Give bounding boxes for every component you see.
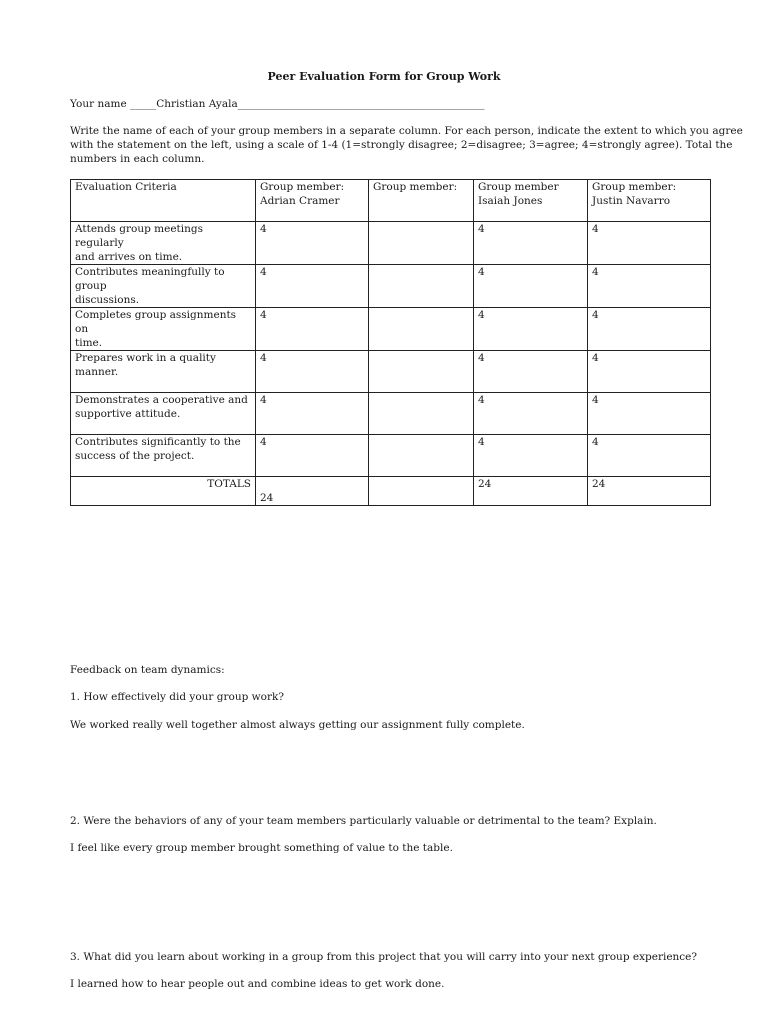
evaluation-table	[70, 179, 711, 506]
score-cell: 4	[256, 222, 369, 265]
instructions-line: Write the name of each of your group members in a separate column. For each person, indicate the extent to which you agree	[70, 125, 743, 137]
score-cell: 4	[474, 222, 588, 265]
table-row	[71, 308, 711, 351]
criterion-text: Prepares work in a quality	[75, 352, 216, 364]
answer-3: I learned how to hear people out and combine ideas to get work done.	[70, 978, 445, 990]
total-cell	[369, 477, 474, 506]
member-header-label: Group member:	[592, 181, 677, 193]
total-cell	[256, 477, 369, 506]
member-name: Isaiah Jones	[478, 195, 543, 207]
question-1: 1. How effectively did your group work?	[70, 691, 284, 703]
score-cell: 4	[256, 393, 369, 435]
instructions-line: numbers in each column.	[70, 153, 205, 165]
score-cell: 4	[474, 308, 588, 351]
criterion-text: Contributes significantly to the	[75, 436, 241, 448]
criterion-text: Contributes meaningfully to group	[75, 266, 225, 292]
question-3: 3. What did you learn about working in a group from this project that you will carry into your next group experience?	[70, 951, 698, 963]
total-cell: 24	[474, 477, 588, 506]
totals-row	[71, 477, 711, 506]
question-2: 2. Were the behaviors of any of your team members particularly valuable or detrimental to the team? Explain.	[70, 815, 657, 827]
criterion-cell	[71, 393, 256, 435]
criterion-text: manner.	[75, 366, 119, 378]
member-header-label: Group member:	[260, 181, 345, 193]
score-cell: 4	[588, 265, 711, 308]
member-header	[588, 180, 711, 222]
criterion-text: success of the project.	[75, 450, 195, 462]
criterion-text: and arrives on time.	[75, 251, 183, 263]
instructions-line: with the statement on the left, using a scale of 1-4 (1=strongly disagree; 2=disagree; 3=agree; 4=strongly agree). Total the	[70, 139, 733, 151]
score-cell	[369, 393, 474, 435]
member-header-label: Group member	[478, 181, 559, 193]
score-cell: 4	[256, 351, 369, 393]
table-row	[71, 265, 711, 308]
score-cell: 4	[256, 308, 369, 351]
table-header-row	[71, 180, 711, 222]
your-name-line: Your name _____Christian Ayala_______________________________________________	[70, 98, 485, 110]
score-cell: 4	[588, 351, 711, 393]
criteria-header: Evaluation Criteria	[71, 180, 256, 222]
score-cell	[369, 351, 474, 393]
score-cell	[369, 222, 474, 265]
table-row	[71, 393, 711, 435]
criterion-cell	[71, 308, 256, 351]
member-header	[369, 180, 474, 222]
criterion-cell	[71, 435, 256, 477]
score-cell: 4	[256, 265, 369, 308]
page-title: Peer Evaluation Form for Group Work	[267, 70, 501, 83]
member-header	[256, 180, 369, 222]
totals-label: TOTALS	[71, 477, 256, 506]
criterion-text: time.	[75, 337, 103, 349]
member-name: Adrian Cramer	[260, 195, 340, 207]
criterion-text: Completes group assignments on	[75, 309, 237, 335]
score-cell	[369, 308, 474, 351]
score-cell: 4	[588, 393, 711, 435]
score-cell: 4	[588, 222, 711, 265]
total-cell: 24	[588, 477, 711, 506]
answer-1: We worked really well together almost always getting our assignment fully complete.	[70, 719, 525, 731]
score-cell: 4	[474, 351, 588, 393]
member-header	[474, 180, 588, 222]
table-row	[71, 435, 711, 477]
criterion-cell	[71, 265, 256, 308]
criterion-text: supportive attitude.	[75, 408, 181, 420]
score-cell	[369, 265, 474, 308]
criterion-text: discussions.	[75, 294, 140, 306]
total-value: 24	[260, 492, 274, 504]
table-row	[71, 222, 711, 265]
table-row	[71, 351, 711, 393]
score-cell: 4	[474, 393, 588, 435]
score-cell: 4	[256, 435, 369, 477]
score-cell: 4	[588, 308, 711, 351]
member-header-label: Group member:	[373, 181, 458, 193]
instructions	[70, 124, 743, 166]
criterion-text: Demonstrates a cooperative and	[75, 394, 248, 406]
score-cell	[369, 435, 474, 477]
feedback-heading: Feedback on team dynamics:	[70, 664, 225, 676]
criterion-cell	[71, 351, 256, 393]
criterion-text: Attends group meetings regularly	[75, 223, 203, 249]
answer-2: I feel like every group member brought something of value to the table.	[70, 842, 453, 854]
score-cell: 4	[474, 435, 588, 477]
criterion-cell	[71, 222, 256, 265]
score-cell: 4	[588, 435, 711, 477]
score-cell: 4	[474, 265, 588, 308]
member-name: Justin Navarro	[592, 195, 671, 207]
